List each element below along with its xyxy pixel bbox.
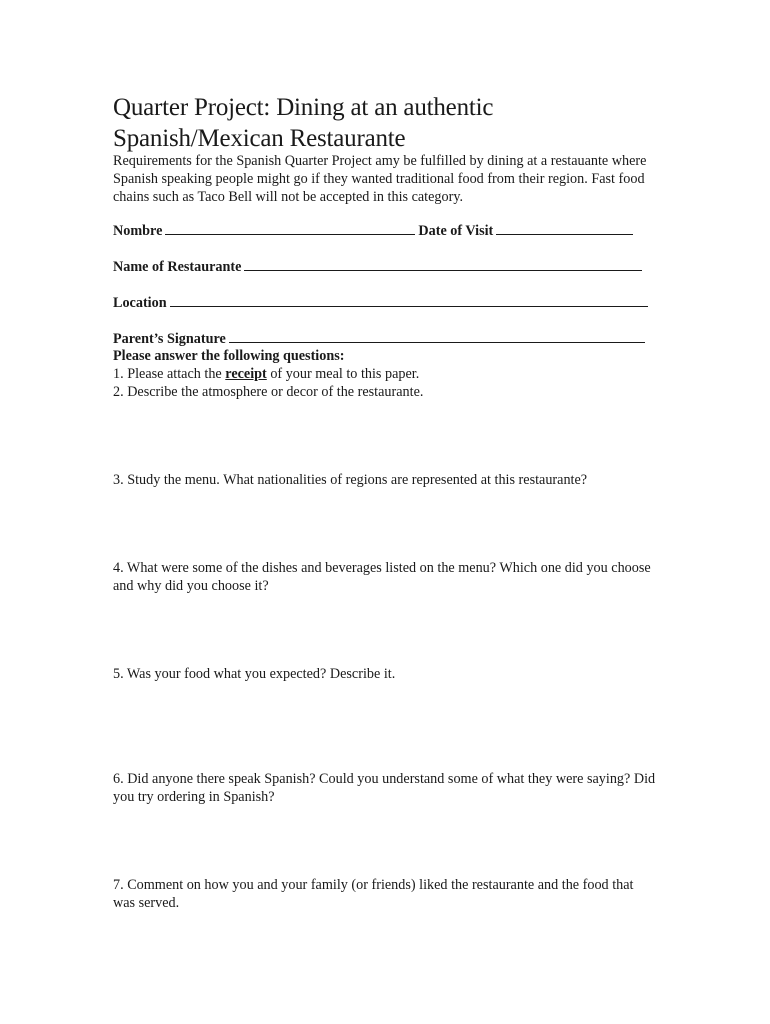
- nombre-date-row: [113, 222, 658, 240]
- nombre-blank[interactable]: [165, 222, 415, 235]
- question-3: 3. Study the menu. What nationalities of regions are represented at this restaurante?: [113, 472, 588, 488]
- question-1: [113, 365, 658, 383]
- restaurant-name-row: [113, 258, 658, 276]
- location-blank[interactable]: [170, 294, 648, 307]
- question-7: 7. Comment on how you and your family (or friends) liked the restaurante and the food that was served.: [113, 877, 634, 911]
- parent-signature-label: Parent’s Signature: [113, 331, 226, 347]
- title-line-1: Quarter Project: Dining at an authentic: [113, 94, 494, 121]
- restaurant-name-label: Name of Restaurante: [113, 259, 242, 275]
- question-4: 4. What were some of the dishes and beverages listed on the menu? Which one did you choose and why did you choose it?: [113, 560, 651, 594]
- signature-row: [113, 330, 658, 348]
- question-1-prefix: 1. Please attach the: [113, 366, 222, 382]
- question-1-suffix: of your meal to this paper.: [266, 366, 420, 382]
- nombre-label: Nombre: [113, 223, 163, 239]
- parent-signature-blank[interactable]: [229, 330, 645, 343]
- question-2: 2. Describe the atmosphere or decor of the restaurante.: [113, 384, 424, 400]
- page-title: [113, 92, 673, 154]
- requirements-paragraph: Requirements for the Spanish Quarter Project amy be fulfilled by dining at a restauante where Spanish speaking people might go if they wanted traditional food from their region. Fast food chains such as Taco Bell will not be accepted in this category.: [113, 153, 647, 205]
- location-label: Location: [113, 295, 167, 311]
- title-line-2: Spanish/Mexican Restaurante: [113, 125, 406, 152]
- receipt-emphasis: receipt: [225, 366, 267, 382]
- location-row: [113, 294, 658, 312]
- question-5: 5. Was your food what you expected? Describe it.: [113, 666, 396, 682]
- date-of-visit-blank[interactable]: [496, 222, 633, 235]
- restaurant-name-blank[interactable]: [244, 258, 642, 271]
- date-of-visit-label: Date of Visit: [418, 223, 494, 239]
- questions-heading: Please answer the following questions:: [113, 348, 345, 364]
- question-6: 6. Did anyone there speak Spanish? Could you understand some of what they were saying? Did you try ordering in Spanish?: [113, 771, 656, 805]
